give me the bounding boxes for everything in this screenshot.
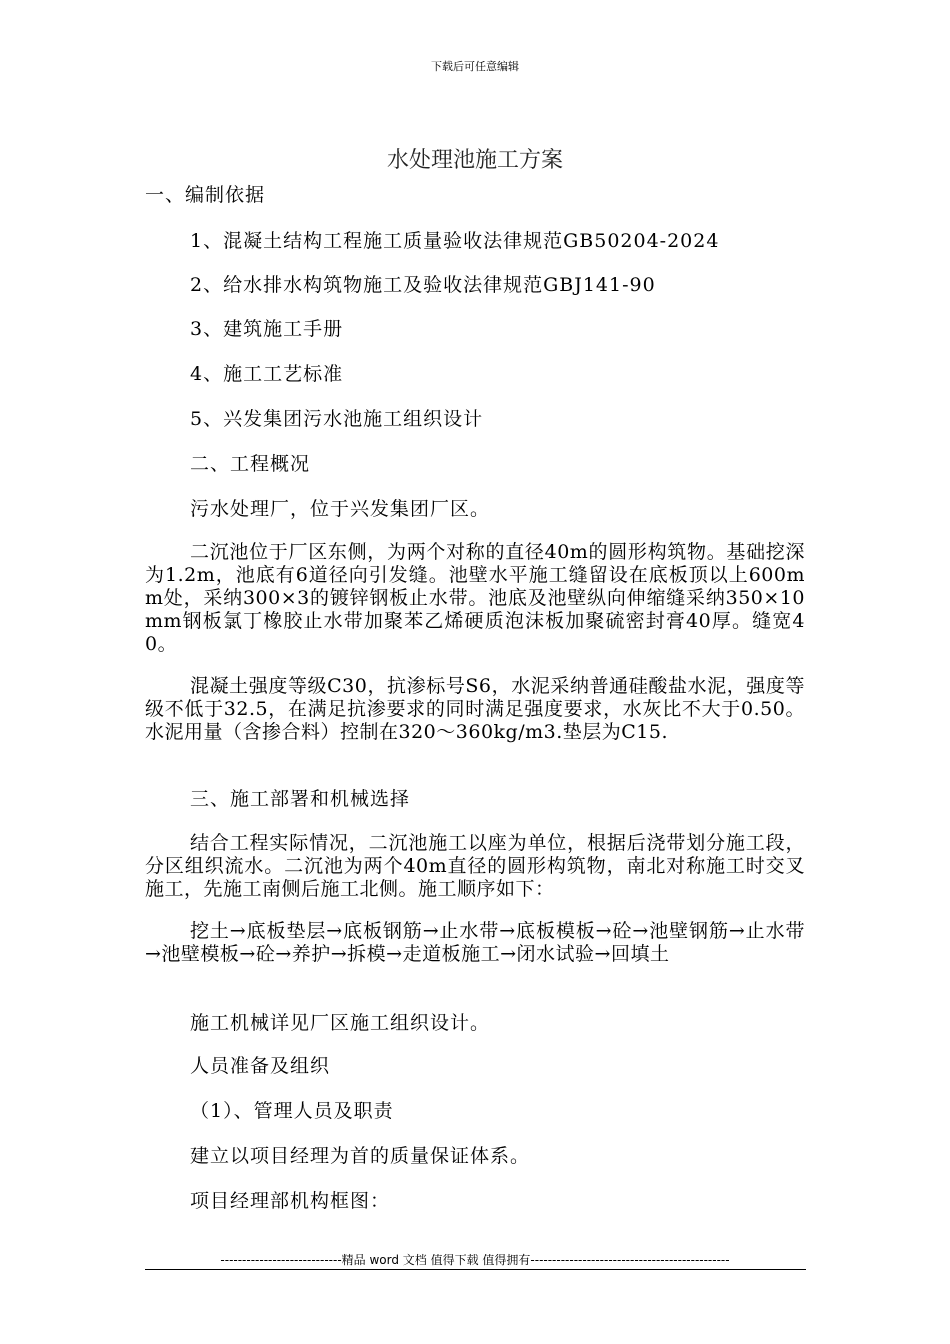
overview-line: 污水处理厂，位于兴发集团厂区。 bbox=[190, 498, 491, 520]
section-heading-deployment: 三、施工部署和机械选择 bbox=[190, 788, 411, 810]
basis-item-4: 4、施工工艺标准 bbox=[190, 363, 344, 385]
org-chart-line: 项目经理部机构框图： bbox=[190, 1190, 391, 1212]
header-note: 下载后可任意编辑 bbox=[431, 60, 519, 73]
machinery-line: 施工机械详见厂区施工组织设计。 bbox=[190, 1012, 491, 1034]
basis-item-2: 2、给水排水构筑物施工及验收法律规范GBJ141-90 bbox=[190, 274, 656, 296]
paragraph-sequence: 挖土→底板垫层→底板钢筋→止水带→底板模板→砼→池壁钢筋→止水带→池壁模板→砼→养护→拆模→走道板施工→闭水试验→回填土 bbox=[145, 920, 805, 965]
quality-line: 建立以项目经理为首的质量保证体系。 bbox=[190, 1145, 531, 1167]
personnel-subheading: （1）、管理人员及职责 bbox=[190, 1100, 394, 1122]
personnel-heading: 人员准备及组织 bbox=[190, 1055, 331, 1077]
footer-text: ----------------------------精品 word 文档 值得下载 值得拥有---------------------------------------------- bbox=[220, 1253, 730, 1267]
footer-rule bbox=[145, 1269, 806, 1270]
basis-item-5: 5、兴发集团污水池施工组织设计 bbox=[190, 408, 484, 430]
paragraph-deployment: 结合工程实际情况，二沉池施工以座为单位，根据后浇带划分施工段，分区组织流水。二沉池为两个40m直径的圆形构筑物，南北对称施工时交叉施工，先施工南侧后施工北侧。施工顺序如下： bbox=[145, 832, 805, 900]
basis-item-3: 3、建筑施工手册 bbox=[190, 318, 344, 340]
paragraph-clarifier: 二沉池位于厂区东侧，为两个对称的直径40m的圆形构筑物。基础挖深为1.2m，池底有6道径向引发缝。池壁水平施工缝留设在底板顶以上600mm处，采纳300×3的镀锌钢板止水带。池底及池壁纵向伸缩缝采纳350×10mm钢板氯丁橡胶止水带加聚苯乙烯硬质泡沫板加聚硫密封膏40厚。缝宽40。 bbox=[145, 541, 805, 655]
document-title: 水处理池施工方案 bbox=[386, 148, 563, 173]
paragraph-concrete: 混凝土强度等级C30，抗渗标号S6，水泥采纳普通硅酸盐水泥，强度等级不低于32.5，在满足抗渗要求的同时满足强度要求，水灰比不大于0.50。水泥用量（含掺合料）控制在320～360kg/m3.垫层为C15. bbox=[145, 675, 805, 743]
section-heading-basis: 一、编制依据 bbox=[145, 184, 266, 206]
section-heading-overview: 二、工程概况 bbox=[190, 453, 311, 475]
basis-item-1: 1、混凝土结构工程施工质量验收法律规范GB50204-2024 bbox=[190, 230, 720, 252]
